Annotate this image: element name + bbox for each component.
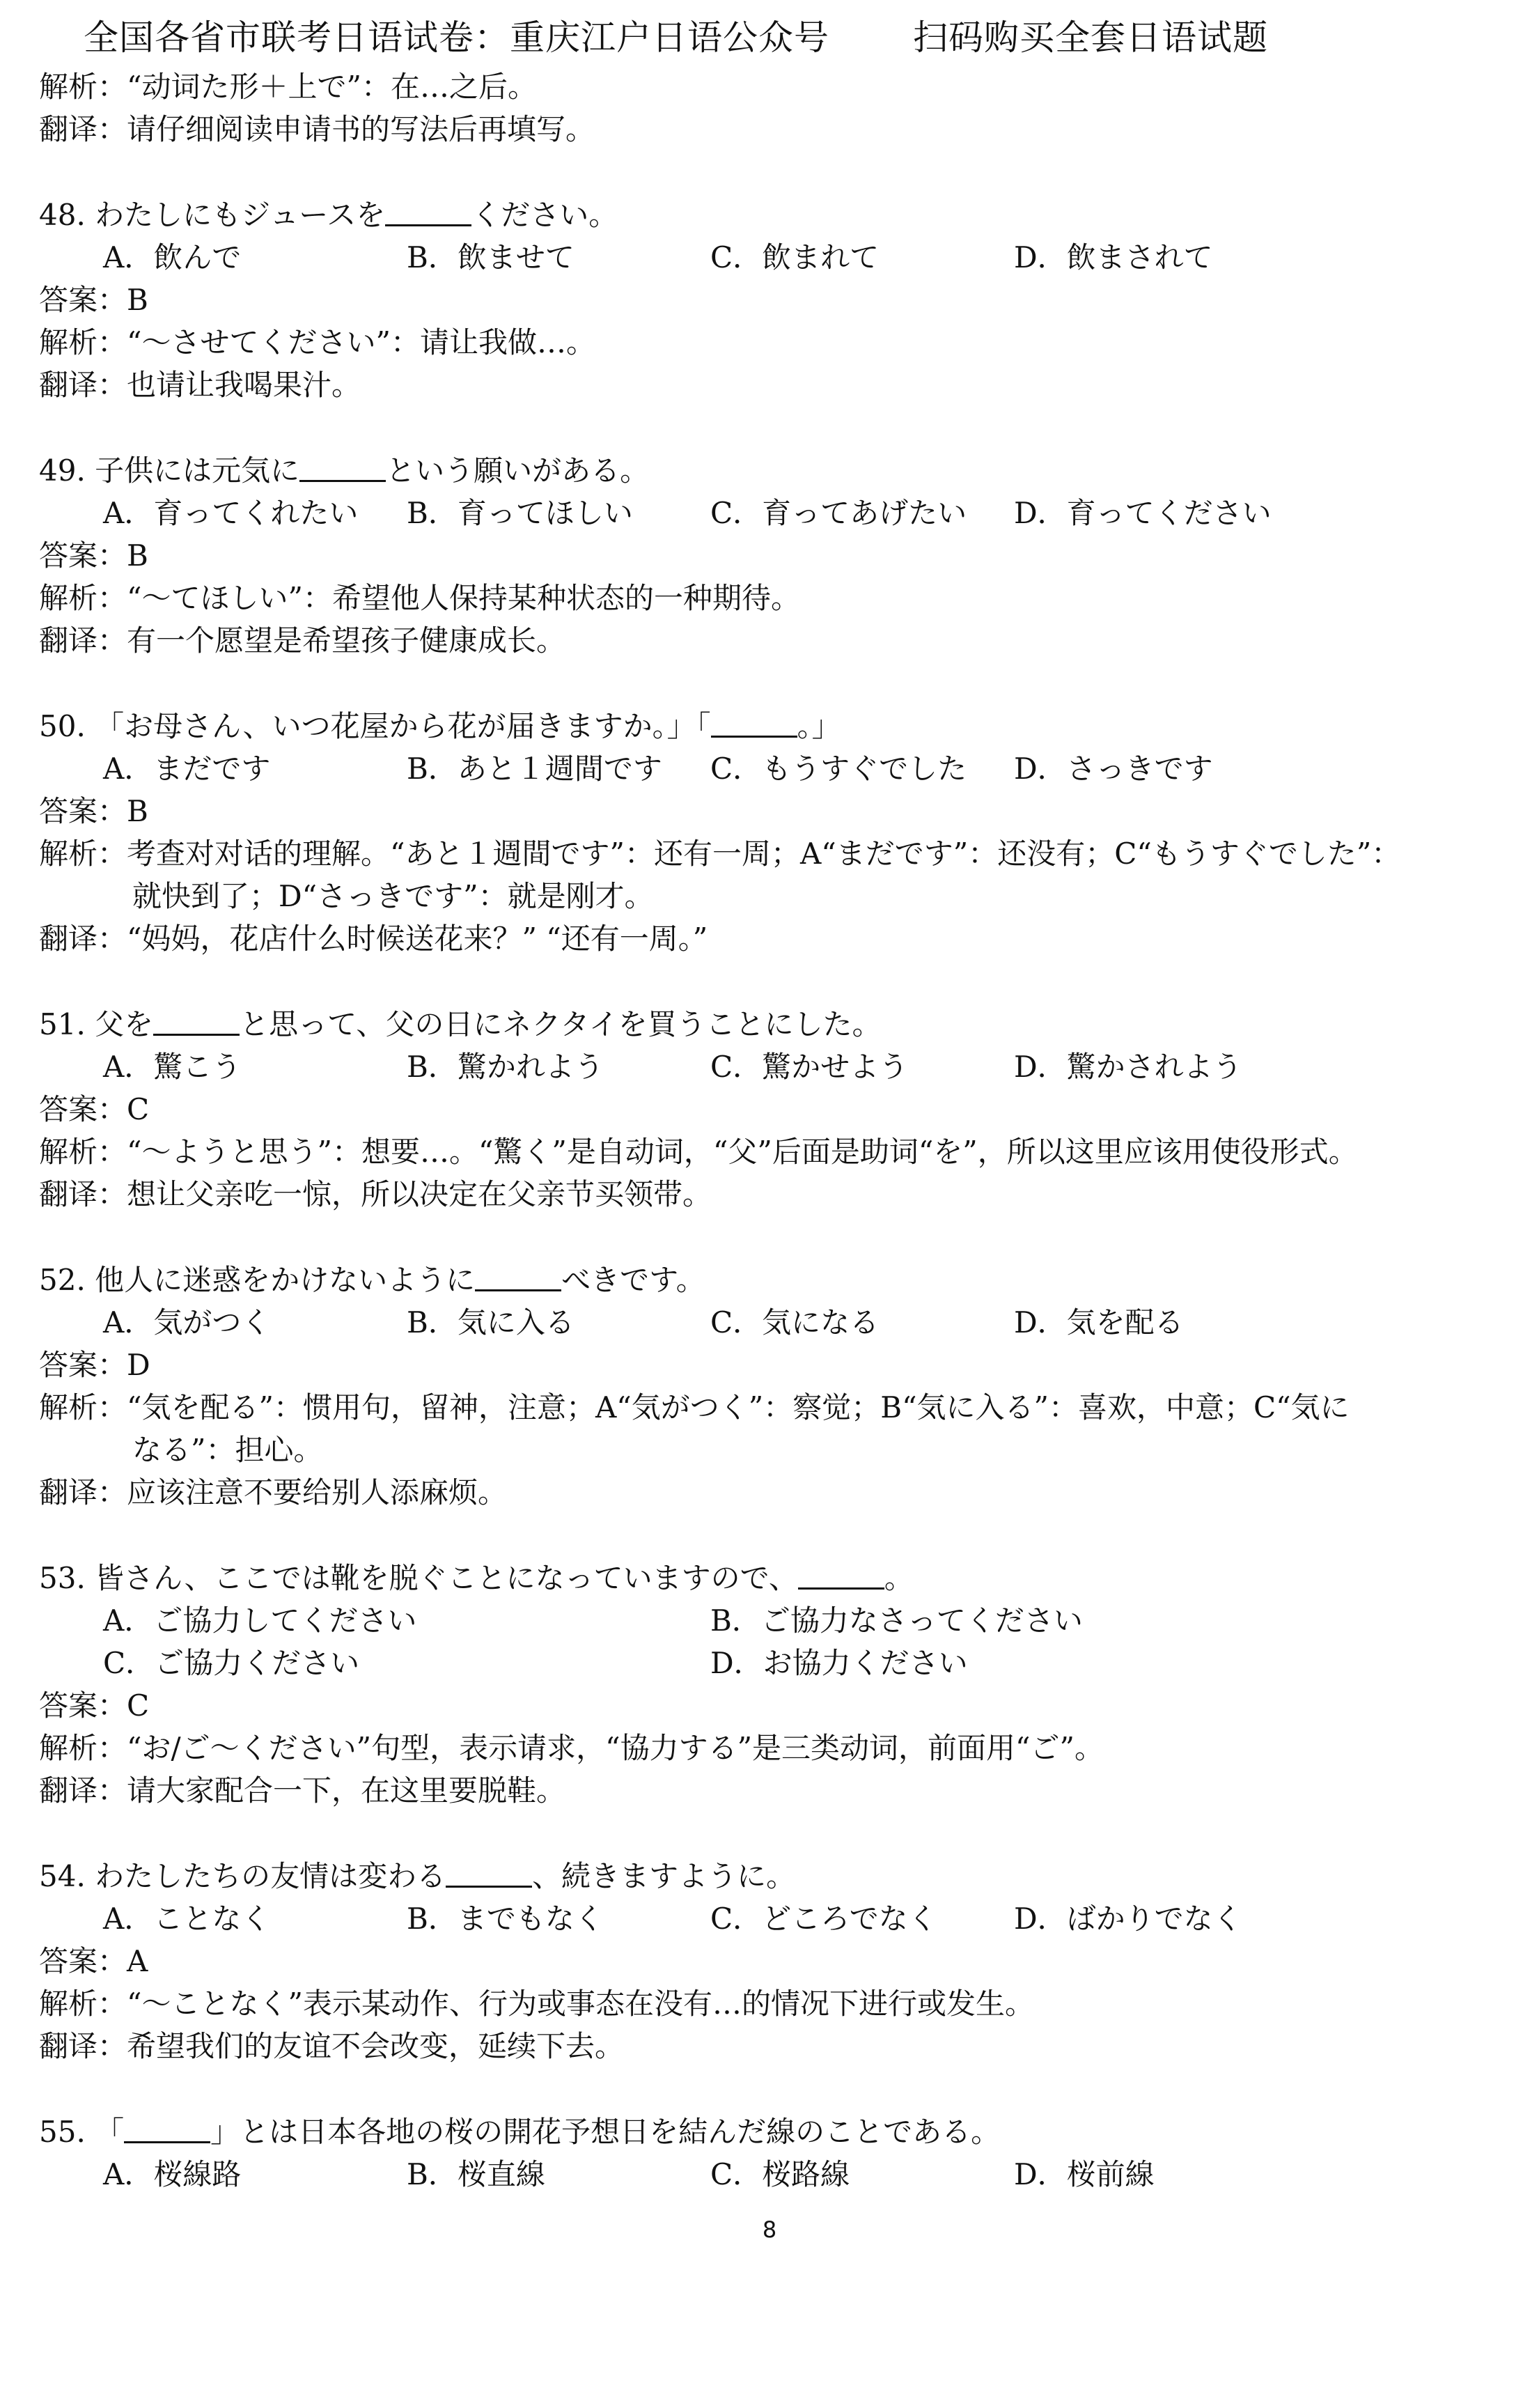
answer-blank: [798, 1561, 884, 1590]
option-d: D．育ってください: [1014, 496, 1272, 530]
analysis-54: 解析：“～ことなく”表示某动作、行为或事态在没有…的情况下进行或发生。: [39, 1987, 1034, 2021]
question-51: 51. 父を と思って、父の日にネクタイを買うことにした。: [39, 1007, 882, 1041]
option-a: A．気がつく: [103, 1305, 271, 1339]
translation-54: 翻译：希望我们的友谊不会改变，延续下去。: [39, 2029, 625, 2063]
options-52: [39, 1301, 1508, 1344]
answer-54: 答案：A: [39, 1944, 148, 1978]
option-b: B．気に入る: [407, 1305, 575, 1339]
header-promo: 扫码购买全套日语试题: [913, 17, 1268, 58]
analysis-50: 解析：考查对对话的理解。“あと１週間です”：还有一周；A“まだです”：还没有；C“もうすぐでした”：: [39, 837, 1401, 871]
answer-blank: [475, 1263, 561, 1291]
question-50: 50. 「お母さん、いつ花屋から花が届きますか。」「 。」: [39, 709, 841, 743]
question-54: 54. わたしたちの友情は変わる 、続きますように。: [39, 1859, 796, 1893]
header-title: 全国各省市联考日语试卷：重庆江户日语公众号: [84, 17, 829, 58]
answer-blank: [124, 2115, 210, 2143]
options-55: [39, 2153, 1508, 2196]
translation-48: 翻译：也请让我喝果汁。: [39, 368, 361, 402]
option-c: C．桜路線: [710, 2157, 850, 2191]
answer-49: 答案：B: [39, 538, 148, 573]
option-a: A．ご協力してください: [103, 1603, 417, 1638]
option-a: A．ことなく: [103, 1902, 271, 1936]
options-53-row1: [39, 1599, 1508, 1642]
options-53-row2: [39, 1642, 1508, 1684]
option-d: D．ばかりでなく: [1014, 1902, 1242, 1936]
options-50: [39, 747, 1508, 790]
option-d: D．飲まされて: [1014, 240, 1213, 274]
answer-blank: [153, 1007, 240, 1036]
option-b: B．飲ませて: [407, 240, 575, 274]
option-b: B．ご協力なさってください: [710, 1603, 1083, 1638]
analysis-52: 解析：“気を配る”：惯用句，留神，注意；A“気がつく”：察觉；B“気に入る”：喜欢，中意；C“気に: [39, 1390, 1350, 1424]
option-c: C．驚かせよう: [710, 1050, 909, 1084]
option-c: C．飲まれて: [710, 240, 880, 274]
option-b: B．までもなく: [407, 1902, 604, 1936]
answer-50: 答案：B: [39, 794, 148, 828]
answer-blank: [299, 453, 386, 482]
answer-blank: [446, 1859, 532, 1888]
translation-52: 翻译：应该注意不要给别人添麻烦。: [39, 1475, 508, 1509]
page-header: [84, 10, 1268, 60]
question-49: 49. 子供には元気に という願いがある。: [39, 453, 650, 488]
exam-content: [39, 65, 1508, 2196]
analysis-53: 解析：“お/ご～ください”句型，表示请求，“協力する”是三类动词，前面用“ご”。: [39, 1731, 1104, 1765]
prev-analysis: 解析：“动词た形＋上で”：在…之后。: [39, 70, 537, 104]
analysis-49: 解析：“～てほしい”：希望他人保持某种状态的一种期待。: [39, 581, 800, 615]
option-b: B．育ってほしい: [407, 496, 633, 530]
answer-48: 答案：B: [39, 283, 148, 317]
analysis-48: 解析：“～させてください”：请让我做…。: [39, 325, 595, 359]
question-53: 53. 皆さん、ここでは靴を脱ぐことになっていますので、 。: [39, 1561, 914, 1595]
option-c: C．ご協力ください: [103, 1646, 360, 1680]
option-d: D．お協力ください: [710, 1646, 968, 1680]
answer-52: 答案：D: [39, 1348, 150, 1382]
answer-51: 答案：C: [39, 1092, 150, 1126]
option-b: B．桜直線: [407, 2157, 545, 2191]
translation-51: 翻译：想让父亲吃一惊，所以决定在父亲节买领带。: [39, 1177, 712, 1211]
question-55: 55. 「 」とは日本各地の桜の開花予想日を結んだ線のことである。: [39, 2115, 1001, 2149]
options-54: [39, 1897, 1508, 1940]
translation-53: 翻译：请大家配合一下，在这里要脱鞋。: [39, 1773, 566, 1808]
question-48: 48. わたしにもジュースを ください。: [39, 198, 618, 232]
option-b: B．あと１週間です: [407, 752, 662, 786]
question-52: 52. 他人に迷惑をかけないように べきです。: [39, 1263, 705, 1297]
analysis-50-cont: 就快到了；D“さっきです”：就是刚才。: [132, 879, 654, 913]
option-d: D．桜前線: [1014, 2157, 1155, 2191]
answer-53: 答案：C: [39, 1688, 150, 1723]
option-d: D．気を配る: [1014, 1305, 1184, 1339]
answer-blank: [385, 198, 471, 226]
option-c: C．もうすぐでした: [710, 752, 967, 786]
option-a: A．飲んで: [103, 240, 242, 274]
option-b: B．驚かれよう: [407, 1050, 604, 1084]
option-a: A．育ってくれたい: [103, 496, 359, 530]
analysis-52-cont: なる”：担心。: [132, 1433, 323, 1467]
prev-translation: 翻译：请仔细阅读申请书的写法后再填写。: [39, 112, 595, 146]
option-c: C．育ってあげたい: [710, 496, 967, 530]
translation-50: 翻译：“妈妈，花店什么时候送花来？” “还有一周。”: [39, 922, 708, 956]
option-a: A．桜線路: [103, 2157, 242, 2191]
option-d: D．さっきです: [1014, 752, 1213, 786]
translation-49: 翻译：有一个愿望是希望孩子健康成长。: [39, 623, 566, 658]
option-a: A．驚こう: [103, 1050, 242, 1084]
analysis-51: 解析：“～ようと思う”：想要…。“驚く”是自动词，“父”后面是助词“を”，所以这里应该用使役形式。: [39, 1135, 1358, 1169]
option-d: D．驚かされよう: [1014, 1050, 1242, 1084]
options-49: [39, 492, 1508, 534]
option-a: A．まだです: [103, 752, 271, 786]
option-c: C．どころでなく: [710, 1902, 937, 1936]
page-number: 8: [762, 2216, 777, 2243]
option-c: C．気になる: [710, 1305, 880, 1339]
options-51: [39, 1046, 1508, 1088]
options-48: [39, 236, 1508, 279]
answer-blank: [711, 709, 797, 738]
